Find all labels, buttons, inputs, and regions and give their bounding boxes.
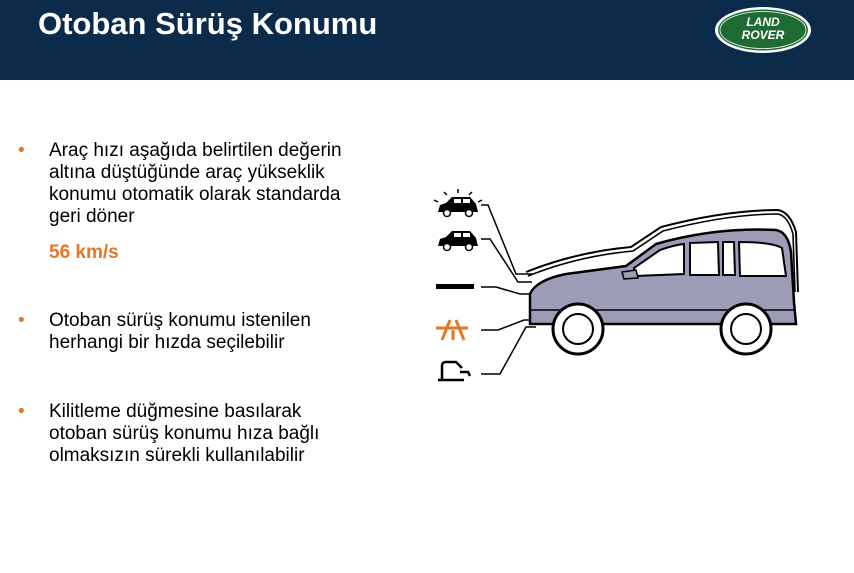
vehicle-side-view — [530, 230, 796, 354]
raised-vehicle-icon — [438, 231, 478, 251]
access-height-icon — [438, 362, 470, 380]
bullet-text-line: altına düştüğünde araç yükseklik — [49, 162, 325, 183]
bullet-text-line: olmaksızın sürekli kullanılabilir — [49, 445, 305, 466]
bullet-marker: • — [18, 310, 25, 331]
bullet-text-line: konumu otomatik olarak standarda — [49, 184, 341, 205]
bullet-text-line: Araç hızı aşağıda belirtilen değerin — [49, 140, 342, 161]
bullet-text-line: geri döner — [49, 206, 135, 227]
bullet-text-line: herhangi bir hızda seçilebilir — [49, 332, 285, 353]
standard-height-bar-icon — [436, 284, 474, 289]
leader-lines — [481, 205, 536, 374]
logo-text-rover: ROVER — [741, 28, 785, 42]
motorway-icon — [436, 320, 468, 340]
bullet-item-lock-button — [18, 401, 319, 467]
land-rover-logo — [713, 5, 813, 55]
slide-title: Otoban Sürüş Konumu — [38, 6, 378, 41]
bullet-text-line: Kilitleme düğmesine basılarak — [49, 401, 302, 422]
bullet-text-line: otoban sürüş konumu hıza bağlı — [49, 423, 320, 444]
bullet-text-line: Otoban sürüş konumu istenilen — [49, 310, 311, 331]
bullet-marker: • — [18, 401, 25, 422]
logo-text-land: LAND — [746, 15, 780, 29]
ride-height-diagram — [426, 182, 816, 407]
bullet-item-any-speed — [18, 310, 311, 354]
bullet-marker: • — [18, 140, 25, 161]
bullet-item-auto-return — [18, 140, 342, 264]
off-road-high-icon — [434, 189, 482, 217]
slide-header — [0, 0, 854, 80]
speed-threshold: 56 km/s — [49, 242, 119, 263]
